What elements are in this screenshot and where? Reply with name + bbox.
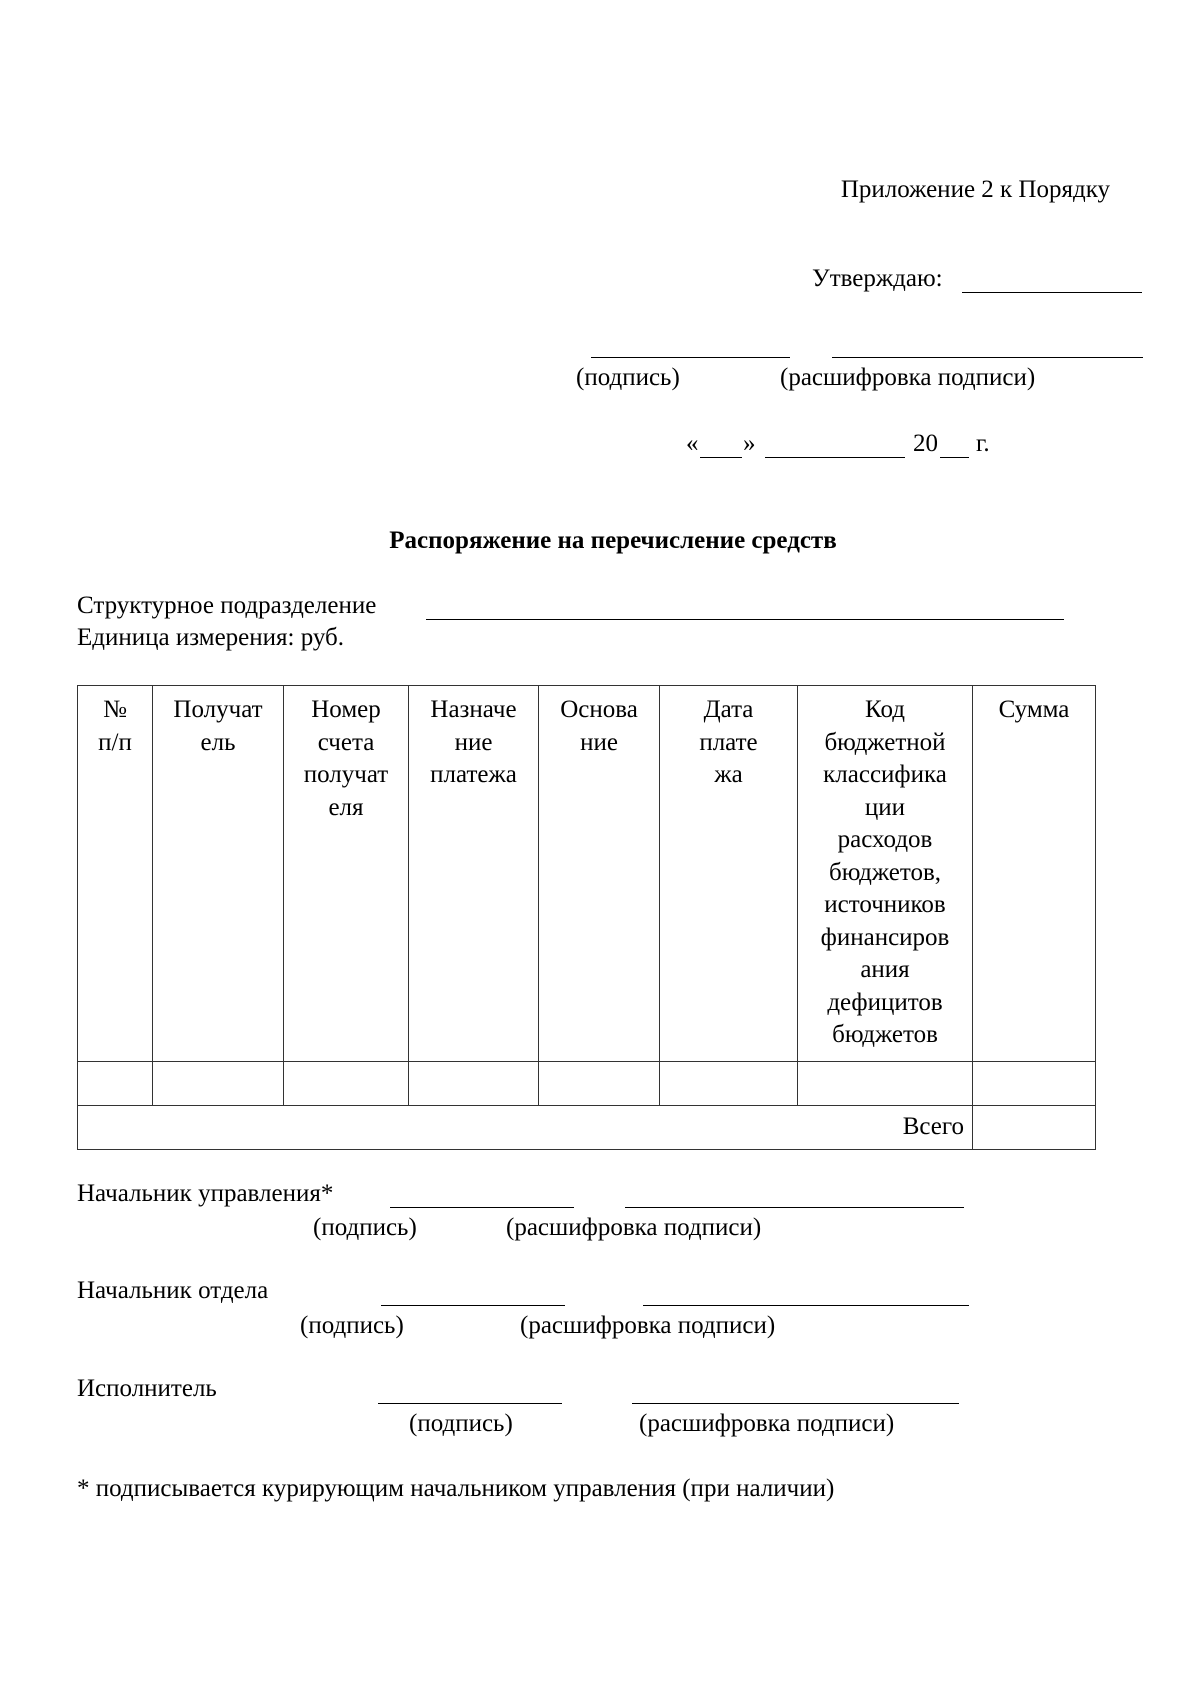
approver-sign-caption: (подпись) [576,364,680,391]
column-header-purpose: Назначе ние платежа [409,686,539,1062]
column-header-amount: Сумма [973,686,1096,1062]
sign-caption-executor: (подпись) [409,1410,513,1437]
date-day-line[interactable] [700,457,742,458]
total-amount-cell[interactable] [973,1106,1096,1150]
approver-decode-caption: (расшифровка подписи) [780,364,1036,391]
signature-line-head-of-unit[interactable] [381,1305,565,1306]
decode-caption-executor: (расшифровка подписи) [639,1410,895,1437]
total-label: Всего [78,1106,973,1150]
approve-label: Утверждаю: [812,265,943,292]
approver-decode-line[interactable] [832,357,1143,358]
date-open-quote: « [686,430,699,457]
decode-caption-head-of-unit: (расшифровка подписи) [520,1312,776,1339]
approver-signature-line[interactable] [591,357,790,358]
table-total-row [78,1106,1096,1150]
table-cell[interactable] [284,1062,409,1106]
table-cell[interactable] [409,1062,539,1106]
table-cell[interactable] [539,1062,660,1106]
approve-line[interactable] [962,292,1142,293]
document-title: Распоряжение на перечисление средств [389,527,837,554]
date-year-line[interactable] [940,457,969,458]
decode-line-executor[interactable] [632,1403,959,1404]
column-header-date: Дата плате жа [660,686,798,1062]
table-cell[interactable] [798,1062,973,1106]
table-cell[interactable] [153,1062,284,1106]
signature-role-head-of-unit: Начальник отдела [77,1277,269,1304]
signature-role-executor: Исполнитель [77,1375,217,1402]
date-close-quote: » [743,430,756,457]
column-header-recipient: Получат ель [153,686,284,1062]
division-line[interactable] [426,619,1064,620]
division-label: Структурное подразделение [77,592,377,619]
date-year-prefix: 20 [913,430,938,457]
decode-line-head-of-department[interactable] [625,1207,964,1208]
table-cell[interactable] [660,1062,798,1106]
date-year-suffix: г. [976,430,990,457]
sign-caption-head-of-department: (подпись) [313,1214,417,1241]
date-month-line[interactable] [765,457,905,458]
decode-line-head-of-unit[interactable] [643,1305,969,1306]
column-header-budget-code: Код бюджетной классифика ции расходов бюджетов, источников финансиров ания дефицитов бюджетов [798,686,973,1062]
table-row [78,1062,1096,1106]
signature-role-head-of-department: Начальник управления* [77,1180,334,1207]
table-cell[interactable] [78,1062,153,1106]
column-header-basis: Основа ние [539,686,660,1062]
appendix-note: Приложение 2 к Порядку [840,176,1110,203]
column-header-number: № п/п [78,686,153,1062]
table-cell[interactable] [973,1062,1096,1106]
payment-table [77,685,1096,1150]
signature-line-executor[interactable] [378,1403,562,1404]
footnote: * подписывается курирующим начальником управления (при наличии) [77,1475,835,1502]
column-header-account: Номер счета получат еля [284,686,409,1062]
unit-line: Единица измерения: руб. [77,624,345,651]
signature-line-head-of-department[interactable] [390,1207,574,1208]
table-header-row [78,686,1096,1062]
sign-caption-head-of-unit: (подпись) [300,1312,404,1339]
decode-caption-head-of-department: (расшифровка подписи) [506,1214,762,1241]
